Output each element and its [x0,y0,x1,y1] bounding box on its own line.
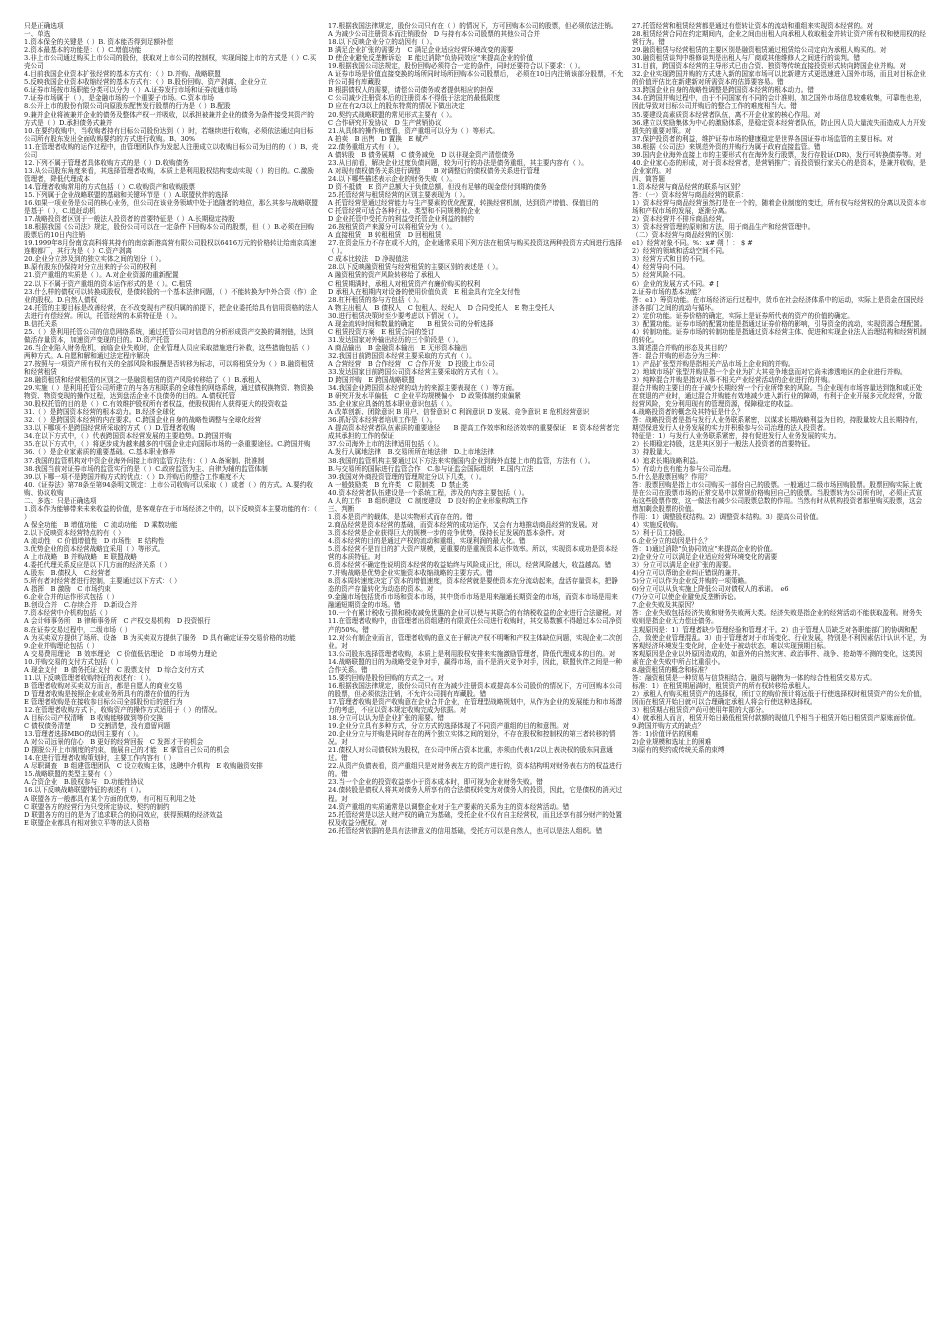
text-line: 3)原有的契约或传统关系的束缚 [632,746,725,755]
text-line: 40.企业家心态的形成，对于资本经营者，是营销推广；而投资银行家关心的是资本，是兼并收购，是企业家的。对 [632,158,927,175]
text-line: 39.我国对外商投资管理的管理规定分以下几类，（ ）。 [328,472,486,481]
text-line: 答：融资租赁是一种贸易与信贷相结合、融资与融物为一体的综合性租赁交易方式。 [632,673,876,682]
text-line: 19.根据我国公司法规定，股份回购必须符合一定的条件，同时还要符合以下要求：（ ）。 [328,62,585,71]
text-line: 11.在管理者收购的运作过程中，由管理团队作为发起人注册成立以收购目标公司为目的的（ ）B、壳公司 [24,142,319,159]
text-line: 四、简答题 [632,174,665,183]
text-line: B.创设合并 C.存续合并 D.新设合并 [24,601,138,610]
text-line: 5）利于员工持股。 [632,528,689,537]
text-line: A 合营经营 B 合作经营 C 合作开发 D 投股上市公司 [328,359,495,368]
text-line: 12.在管理者收购方式下，收购资产的操作方式适用于（ ）的情况。 [24,705,222,714]
text-line: 16.如果一项业务是公司的核心业务，但公司在该业务领域中处于追随者的地位，那么其参与战略联盟是基于（ ），C.追赶动机 [24,199,319,216]
text-line: A 现金支付 B 债务托证支付 C 股票支付 D 综合支付方式 [24,665,204,674]
text-line: 13.公司股东选择管理者收购，本质上是利用股权安排来实施激励管理者，降低代理成本的目的。对 [328,649,616,658]
text-line: 2.以下反映资本经营特点的有（ ） [24,528,125,537]
text-line: 5)分立可以作为企业反并购的一项策略。 [632,577,751,586]
text-line: 1）资本经营与商品经营虽然打是在一个的，随着企业制度的变迁，所有权与经营权的分离以及资本市场和产权市场的发展，逐渐分离。 [632,199,927,216]
text-line: 4.目前我国企业资本扩张经营的基本方式有：（ ）D.并购、战略联盟 [24,70,221,79]
text-line: 23.当一个企业的投资收益率小于资本成本时，即可视为企业财务失败。错 [328,778,543,787]
text-line: 2）承租人有购买租赁资产的选择权，所订立的购价预计将远低于行使选择权时租赁资产的公允价值，因而在租赁开始日就可以合理确定承租人将会行使这种选择权。 [632,689,927,706]
text-line: 7.企业失败及其原因？ [632,601,698,610]
text-line: 29.融资租赁与经营租赁的主要区别是融资租赁通过租赁给公司定向为承租人购买的。对 [632,46,887,55]
text-line: D 联盟各方的目的是为了追求联合的协同效应，获得预期的经济效益 [24,810,223,819]
text-line: 1.资本是资产的载体，是以实物形式而存在的。错 [328,512,473,521]
text-line: 40.《证券法》第78条至第94条明文规定：上市公司收购可以采取（ ）或者（ ）的方式。A.要约收购、协议收购 [24,480,313,497]
text-line: 26.按租赁资产来源分可以将租赁分为（ ）。 [328,223,456,232]
text-line: 8.在证券交易过程中，二级市场（ ） [24,625,132,634]
text-line: 答：1)通过消除"负协同效应"来提高企业的价值。 [632,545,777,554]
text-line: D 承租人在租期内对设备的使用价值负责 E 租金具有完全支付性 [328,287,521,296]
text-line: e1）经营对象不同。%：x# 朔 ！： $ # [632,239,753,248]
text-line: 27.按照与一项资产所有权有关的全部风险和报酬是否转移为标志，可以将租赁分为（ ）B.融资租赁和经营租赁 [24,359,314,377]
text-line: C 公司减少注册资本后的注册资本不得低于法定的最低限度 [328,94,500,103]
text-line: B 满足企业扩张的需要力 C 满足企业适应经营环境改变的需要 [328,46,514,55]
text-line: 15.下列属于企业战略联盟的基础和关键环节是（ ）A.联盟伙伴的选择 [24,190,229,199]
text-line: 35.要建设高素质资本经营者队伍，离不开企业家的核心作用。对 [632,110,821,119]
text-line: 11.在管理者收购中，由管理者出资组建的有限责任公司进行收购时，其交易数额不得超过本公司净资产的50%。错 [328,617,623,634]
text-line: 30.股权托管的目的是（ ）C.有效维护股权所有者权益，使股权拥有人获得更大的投资收益 [24,400,288,409]
text-line: D 管理者收购是按照企业或业务所具有的潜在价值的行为 [24,689,190,698]
text-line: 答：战略投资者是指与发行人业务联系紧密，以谋求长期战略利益为目的，持股量较大且长期持有，期望保进发行人业务发展的实力并积极参与公司治理的法人投资者。 [632,416,923,433]
text-line: 10.在要约收购中，当收购者持有目标公司股份达到（ ）时，若继续进行收购，必须依法通过向目标公司所有股东发出全面收购要约的方式进行收购。B、30% [24,126,314,143]
text-line: 21.资产重组的实质是（ ）。A.对企业资源的重新配置 [24,271,179,280]
column-middle [328,22,624,1334]
text-line: 4)分立可以帮助企业纠正错误的兼并。 [632,569,745,578]
text-line: 4）实施反收购。 [632,520,683,529]
text-line: 2）地域市场扩张型并购是指一个企业为扩大其竞争地盘而对它尚未渗透地区的企业进行并购。 [632,368,907,377]
text-line: 2)企业规模和选址上的困难 [632,738,712,747]
text-line: A 人的工作 B 组织建设 C 制度建设 D 良好的企业形象构筑工作 [328,496,528,505]
text-line: A.发行人属地法律 B.交易所所在地法律 D.上市地法律 [328,448,495,457]
text-line: 34.我国企业跨国资本经营的动力的来源主要表现在（ ）等方面。 [328,384,519,393]
text-line: 14.在进行管理者收购策划时，主要工作内容有（ ） [24,754,176,763]
text-line: 15.要约回购是股份回购的方式之一。对 [328,673,444,682]
text-line: A 融资租赁的资产风险转移给了承租人 [328,271,441,280]
text-line: 7.并购战略是优势企业实施资本收缩战略的主要方式。错 [328,569,493,578]
text-line: A 一般鼓励类 B 允许类 C 限制类 D 禁止类 [328,480,469,489]
text-line: A 对现有债权债务关系进行调整 B 对调整后的债权债务关系进行管理 [328,166,540,175]
text-line: 4）追求长期战略利益。 [632,456,703,465]
text-line: 37.保护投资者的利益，维护证券市场的健康稳定是世界各国证券市场监管的主要目标。对 [632,134,894,143]
text-line: 1.资本作为能够带来未来收益的价值，是客观存在于市场经济之中的，以下反映资本主要功能的有：（ ） [24,504,318,521]
text-line: 6.资本经营不确定性说明资本经营的收益始终与风险成正比，所以，经营风险越大，收益越高。错 [328,561,612,570]
text-line: B 研究开发水平偏低 C 企业平均规模偏小 D 政策体制约束偏紧 [328,392,521,401]
text-line: 39.以下哪一项不是跨国并购方式的优点：（ ）D.并购后的整合工作难度不大 [24,472,245,481]
text-line: D 摆脱公开上市制度的约束，施展自己的才能 E 掌管自己公司的机会 [24,746,230,755]
document-page [24,22,930,1334]
text-line: 4）就承租人而言，租赁开始日最低租赁付款额的现值几乎相当于租赁开始日租赁资产原账面价值。 [632,714,920,723]
text-line: 12.对公有制企业而言，管理者收购的意义在于解决产权不明晰和产权主体缺位问题，实现企业二次创业。对 [328,633,623,650]
text-line: B 根据债权人的需要，请偿公司债务或者提供相应的担保 [328,86,494,95]
text-line: 40.资本经营者队伍建设是一个系统工程，涉及的内容主要包括（ ）。 [328,488,529,497]
text-line: C 租赁期满时，承租人对租赁资产有廉价购买的权利 [328,279,481,288]
text-line: 38.根据《公司法》来规范外资的并购行为属于政府直接监管。错 [632,142,821,151]
text-line: 3）分立可以满足企业扩张的需要。 [632,561,736,570]
text-line: A.合资企业 B.股权参与 D.功能性协议 [24,778,144,787]
text-line: 2.证券市场的基本功能？ [632,287,705,296]
text-line: 18.分立可以认为是企业扩张的需要。错 [328,714,444,723]
text-line: C 租赁投资方案 E 租赁合同的签订 [328,327,435,336]
column-left [24,22,320,1334]
text-line: A 联盟各方一般都具有某个方面的优势，有可相互利用之处 [24,794,196,803]
text-line: 14.战略联盟的目的为战略受竞争对手，赢得市场，而不是消灭竞争对手，因此，联盟伙伴之间是一种合作关系。错 [328,657,623,674]
text-line: 10.一个有累计税收亏损和税收减免优惠的企业可以使与其联合的有纳税收益的企业进行合法避税。对 [328,609,623,618]
column-right [632,22,928,1334]
text-line: 1.资本经营与商品经营的联系与区别？ [632,182,744,191]
text-line: 20.企业分立与并购是同时存在的两个独立实体之间的划分，不存在股权和控制权的第三者转移的情况。对 [328,730,616,747]
text-line: 3.优势企业的资本经营战略宜采用（ ）等形式。 [24,545,165,554]
text-line: 答：企业失败包括经济失败和财务失败两大类。经济失败是指企业的经营活动不能获取盈利。财务失败则是指企业无力偿还债务。 [632,609,923,626]
text-line: 作用：1）调整股权结构。2）调整资本结构。3）提高公司价值。 [632,512,823,521]
text-line: 11.以下反映管理者收购特征的表述有：（ ）。 [24,673,156,682]
text-line: A 交易费用理论 B 效率理论 C 价值低估理论 D 市场势力理论 [24,649,218,658]
text-line: 3.资本经营是企业获得巨大的规模一步的竞争优势，保持长足发展的基本条件。对 [328,528,566,537]
text-line: E 管理者收购是在接收参目标公司全部股份后的进行为 [24,697,183,706]
text-line: 答：股票回购是指上市公司购买一部份自己的股票。一般通过二级市场回购股票。股票回购实际上就是在公司在股票市场的正常交易中以常规价格购回自己的股票。当股票转为公司所有时，必须正式宣布这些股票作废，这一做法有减少公司股票总数的作用。当然有时从机构投资者那里购买股票，这会增加剩余股票的价值。 [632,480,923,513]
text-line: A 保全功能 B 增值功能 C 流动功能 D 乘数功能 [24,520,178,529]
text-line: A 托管经营是通过经营能力与生产要素的优化配置，转换经营机制，达到资产增值、保值目的 [328,199,599,208]
text-line: 2.商品经营是资本经营的基础，而资本经营的成功运作，又会有力地推动商品经营的发展。对 [328,520,599,529]
text-line: 18.以下反映企业分立的动因有（ ）。 [328,38,437,47]
text-line: 9.跨国并购方式的缺点？ [632,722,705,731]
text-line: 特征是：1）与发行人业务联系紧密，持有促进发行人业务发展的实力。 [632,432,841,441]
text-line: 4.委托代理关系反应是以下几方面的经济关系（ ） [24,561,171,570]
text-line: 25.托管经营是以法人财产权的确立为基础，受托企业不仅有自主经营权，而且还享有部分财产的处置权及收益分配权。对 [328,810,623,827]
text-line: 32.（ ）是跨国资本经营的内在要求。C.跨国企业自身的战略性调整与全球化经营 [24,416,262,425]
text-line: 6)分立可以从负实施上降低公司对债权人的承诺。 e6 [632,585,789,594]
text-line: 4.战略投资者的概念及其特征是什么？ [632,408,744,417]
text-line: A 尽职调查 B 组建管理团队 C 设立收购主体，选聘中介机构 E 收购融资安排 [24,762,263,771]
text-line: 36.建立以奖励集体为中心的激励体系，是稳定资本经营者队伍，防止因人员大量流失而造成人力开发损失的重要对策。对 [632,118,927,135]
text-line: A 指挥 B 激励 C 市场约束 [24,585,111,594]
text-line: 38.我国当前对证券市场的监管实行的是（ ）C.政府监管为主、自律为辅的监管体制 [24,464,268,473]
text-line: 10.并购交易的支付方式包括（ ） [24,657,123,666]
text-line: 9.金融市场包括货币市场和资本市场，其中货币市场是用来融通长期资金的市场，而资本市场是用来融通短期资金的市场。错 [328,593,618,610]
text-line: B.原有股东仍保持对分立出来的子公司的权利 [24,263,157,272]
text-line: 标准：1）在租赁期届满时，租赁资产的所有权转移给承租人。 [632,681,815,690]
text-line: 9.企业并购理论包括（ ） [24,641,99,650]
text-line: 21.债权人对公司债权转为股权，在公司中所占资本比重，亦须由代表1/2以上表决权的股东同意通过。错 [328,746,613,763]
text-line: 39.国内企业海外直接上市的主要形式有在海外发行股票，发行存股证(DR)，发行可转换债券等。对 [632,150,922,159]
text-line: 4）经营导向不同。 [632,263,689,272]
text-line: 37.我国的监管机构对中资企业海外间接上市的监管方法有：（ ）A.备案制、批准制 [24,456,265,465]
text-line: 5）有动力也有能力参与公司治理。 [632,464,736,473]
text-line: 只是正确选项 [24,22,64,30]
text-line: 5）经营风险不同。 [632,271,689,280]
text-line: 17.根据我国法律规定，股份公司只有在（ ）的情况下，方可回购本公司的股票，但必须依法注销。 [328,22,618,30]
text-line: A 债转股 B 债务展期 C 债务减免 D 以非现金资产清偿债务 [328,150,515,159]
text-line: 30.进行租赁决策时至少要考虑以下情况（ ）。 [328,311,463,320]
text-line: 3）租赁期占租赁资产尚可使用年限的大部分。 [632,705,769,714]
text-line: 21.从具体的操作角度看，资产重组可以分为（ ）等形式。 [328,126,499,135]
text-line: 混合并购的主要目的在于减少长期经营一个行业所带来的风险。当企业现有市场容量达到饱和或正处在衰退的产业时，通过混合并购能有效地减少进入新行业的障碍，有利于企业开展多元化经营，分散经营风险，充分利用现有的管理资源，保障稳定的收益。 [632,384,923,409]
text-line: 17.管理者收购是资产收购意在企业合并企业，在管理型战略规划中，从作为企业的发展能力和市场潜力的考虑，不应以资本规定收购完成为依据。对 [328,697,623,714]
text-line: 3.非上市公司通过购买上市公司的股份，获取对上市公司的控制权，实现间接上市的方式是（ ）C.买壳公司 [24,54,317,71]
text-line: 37.公司海外上市的法律适用包括（ ）。 [328,440,443,449]
text-line: 5.反映我国企业资本收缩经营的基本方式有：（ ）B.股份回购、资产剥离、企业分立 [24,78,267,87]
text-line: 4.资本经营的目的是通过产权的流动和重组，实现利润的最大化。错 [328,537,526,545]
text-line: 28.融资租赁和经营租赁的区别之一是融资租赁的资产风险转移给了（ ）B.承租人 [24,376,262,385]
text-line: 答：1)价值评估的困难 [632,730,699,739]
text-line: C 债权债务清楚 D 交割清楚，没有遗留问题 [24,722,171,731]
text-line: A 现金流转时间和数量的确定 B 租赁公司的分析选择 [328,319,494,328]
text-line: 一、单选 [24,30,51,39]
text-line: 28.租赁经营合同在约定期间内，企业之间由出租人向承租人收取租金并转让资产所有权和使用权的经营行为。错 [632,30,927,47]
text-line: 3.简述混合并购的形态及其目的？ [632,343,731,352]
text-line: 32.企业实现跨国并购的方式进入新的国家市场可以比新建方式更迅速进入国外市场，而且对目标企业的价值评估比在新建新对所需资本的估算要容易。错 [632,70,927,87]
text-line: 26.托管经营依据的是具有法律意义的信用基础，受托方可以是自然人，也可以是法人组织。错 [328,826,603,835]
text-line: D 资不抵债 E 资产总额大于负债总额，但没有足够的现金偿付到期的债务 [328,182,547,191]
text-line: 18.根据我国《公司法》规定，股份公司可以在一定条件下回购本公司的股票，但（ ）B.必须在回购股票后的10日内注销 [24,223,314,240]
text-line: 二、多选：只是正确选项 [24,496,97,505]
text-line: A 为减少公司注册资本而注销股份 D 与持有本公司股票的其他公司合并 [328,30,541,39]
text-line: 6.证券市场按市场职能分类可以分为（ ）A.证券发行市场和证券流通市场 [24,86,238,95]
text-line: D 应在有2/3以上的股东特赏的情况下做出决定 [328,102,465,111]
text-line: 32.我国目前跨国资本经营主要采取的方式有（ ）。 [328,351,476,360]
text-line: 20.企业分立涉及到的独立实体之间的划分（ ）。 [24,255,166,264]
text-line: A 改革创新、团除意识 B 用户、信誉意识 C 利润意识 D 发展、竞争意识 E 危机经营意识 [328,408,590,417]
text-line: 36.抓好资本经营者培训工作是（ ）。 [328,416,437,425]
text-line: 33.以下哪项不是跨国经营所采取的方式（ ）D.管理者收购 [24,424,196,433]
text-line: 23.什么样的债权可以转换成股权，是债转股的一个基本法律问题，（ ）不能转换为中外合资（作）企业的股权。D.自然人债权 [24,287,317,304]
text-line: E 联盟企业都具有相对独立平等的法人资格 [24,818,150,827]
text-line: C 托管经营可适合各种行业、类型和不同规模的企业 [328,207,481,216]
text-line: （二）资本经营与商品经营的区别： [632,231,738,240]
text-line: A 物主出租人 B 债权人 C 包租人、经纪人 D 合同受托人 E 物主受托人 [328,303,555,312]
text-line: A 流动性 C 价值增值性 D 市场性 E 结构性 [24,537,165,545]
text-line: 13.从公司股东角度来看，其选择管理者收购，本质上是利用股权结构变动实现（ ）的目的。C.激励管理者，降低代理成本 [24,166,314,183]
text-line: A 证券市场是价值直接变换的场所同时场所回购本公司股票后， 必须在10日内注销该部分股票，不允许公司拥有库藏股 [328,70,624,87]
text-line: 31.发达国家对外输出经历的三个阶段是（ ）。 [328,335,463,344]
text-line: A 拍卖 B 出售 D 置换 E 赋产 [328,134,429,143]
text-line: 三、判断 [328,504,355,513]
text-line: 7.证券市场属于（ ），是金融市场的一个重要子市场。C.资本市场 [24,94,215,103]
text-line: D 使企业避免反垄断诉讼 E 能过消除"负协同效应"来提高企业的价值 [328,54,533,63]
text-line: 6.企业分立的动因是什么？ [632,537,711,545]
text-line: 19.企业分立具有多种方式，分立方式的选择体现了不同资产重组的目的和意图。对 [328,722,570,731]
text-line: A 上市战略 B 并购战略 E 联盟战略 [24,553,138,562]
text-line: B 管理者收购对买卖双方而言，都是自愿人的商业交易 [24,681,183,690]
text-line: 12.下列不属于管理者具体收购方式的是（ ）D.收购债务 [24,158,189,167]
text-line: 4）转制功能。证券市场的转制功能是指通过资本经营主体、促进和实现企业法人治理结构和经营机制的转化。 [632,327,927,344]
text-line: 主观原因是：1）管理者缺少管理经验和管理才干。2）由于管理人员缺乏对各职能部门的协调和配合，致使企业管理混乱。3）由于管理者对于市场变化、行业发展，特别是不利因素估计认识不足，为客观经济环境发生变化时，企业处于被动状态，难以实现预期目标。 [632,625,927,650]
text-line: C 成本比较法 D 净现值法 [328,255,409,264]
text-line: 16.根据我国法律规定，股份公司只有在为减少注册资本或提高本公司股价的情况下，方可回购本公司的股票，但必须依法注销，不允许公司拥有库藏股。错 [328,681,623,698]
text-line: 7.资本经营中介机构包括（ ） [24,609,112,618]
text-line: 3）经营方式和目的不同。 [632,255,709,264]
text-line: 2)企业分立可以满足企业适应经营环境变化的需要 [632,553,778,562]
text-line: 8.资本周转速度决定了资本的增值速度，资本经营就是要使资本充分流动起来，盘活存量资本，把静态的资产存量转化为动态的资本。对 [328,577,618,594]
text-line: 15.战略联盟的类型主要有（ ） [24,770,116,779]
text-line: B.信托关系 [24,319,58,328]
text-line: D 跨国并购 E 跨国战略联盟 [328,376,415,385]
text-line: 答：（一）资本经营与商品经营的联系： [632,190,748,199]
text-line: 34.在以下方式中，（ ）代表跨国资本经营发展的主要趋势。D.跨国并购 [24,432,232,441]
text-line: 8.融资租赁的概念和标准？ [632,665,711,674]
text-line: 23.从目前看，解决企业过度负债问题，较为可行的办法是债务重组，其主要内容有（ ）。 [328,158,588,167]
text-line: 27.在资金压力不存在或不大的，企业通常采用下列方法在租赁与购买投资这两种投资方式间进行选择（ ）。 [328,239,623,256]
text-line: 2）经营的领域和活动空间不同。 [632,247,729,256]
text-line: 22.从资产负债表看，资产重组只是对财务表左方的资产进行的，资本结构明对财务表右方的权益进行的。错 [328,762,623,779]
text-line: A 商品输出 B 金融资本输出 E 无形资本输出 [328,343,468,352]
text-line: 14.管理者收购常用的方式包括（ ）C.收购资产和收购股票 [24,182,196,191]
text-line: 6.企业合并的运作形式包括（ ） [24,593,119,602]
text-line: 22.以下不属于资产重组的资本运作形式的是（ ）。C.租赁 [24,279,192,288]
text-line: 16.以下反映战略联盟特征的表述有（ ）。 [24,786,146,795]
text-line: A.股东 B.债权人 C.经营者 [24,569,111,578]
text-line: 27.托管经营和租赁经营都是通过有偿转让资本的流动和重组来实现资本经营的。对 [632,22,874,30]
text-line: 31.目前，跨国资本经营的主导形式已由合资、独资等传统直接投资形式转向跨国企业并购。对 [632,62,907,71]
text-line: 答：e1）筹资功能。在市场经济运行过程中，货币在社会经济体系中的运动，实际上是资金在国民经济各部门之间的流动与循环。 [632,295,924,312]
text-line: A 对公司远景的信心 B 更好的经营回报 C 发挥才干的机会 [24,738,204,747]
text-line: 33.发达国家目前跨国公司资本经营主要采取的方式有（ ）。 [328,368,503,377]
text-line: 25.托管经营与租赁经营的区别主要表现为（ ）。 [328,190,470,199]
text-line: A 提高资本经营者队伍素质的重要途径 B 提高工作效率和经济效率的重要保证 E 资本经营者完成其承担的工作的保证 [328,424,620,441]
text-line: 2）资本经营并不排斥商品经营。 [632,215,729,224]
text-line: 30.融资租赁谈判中维修谈判是出租人与厂商或其他维修人之间进行的谈判。错 [632,54,861,63]
text-line: 24.债转股是债权人将其对债务人所享有的合法债权转变为对债务人的投资，因此，它是债权的消灭过程。对 [328,786,623,803]
text-line: A 为买卖双方提供了场所、设备 B 为买卖双方提供了服务 D 具有确定证券交易价格的功能 [24,633,296,642]
text-line: 24.以下哪些描述表示企业的财务失败（ ）。 [328,174,456,183]
text-line: 31.（ ）是跨国资本经营的根本动力。B.经济全球化 [24,408,176,417]
text-line: 19.1999年8月份南京高科将其持有的南京新港高营有限公司股权以6416万元的价格转让给南京高速连粮都厂，其行为是（ ）C.资产剥离 [24,239,317,256]
text-line: 22.债务重组方式有（ ）。 [328,142,404,151]
text-line: 2）定价功能。证券价格的确定，实际上是证券所代表的资产的价值的确定。 [632,311,854,320]
text-line: 3）配置功能。证券市场的配置功能是指通过证券价格的影响，引导资金的流动，实现资源合理配置。 [632,319,927,328]
text-line: 2.资本最基本的功能是：（ ）C.增值功能 [24,46,142,55]
text-line: 24.托管的主要目标是改善经营，在不改变现有产权归属的前提下，把企业委托给具有信用资格的法人去进行有偿经营。所以，托管经营的本质特征是（ ）。 [24,303,319,320]
text-line: 1）产品扩张型并购是指相关产品市场上企业间的并购。 [632,359,795,368]
text-line: B.与交易所的国际进行监管合作 C.参与证监会国际组织 E.国内立法 [328,464,534,473]
text-line: 5.所有者对经营者进行控制，主要通过以下方式：（ ） [24,577,181,586]
text-line: 35.企业家应具备的基本职业意识包括（ ）。 [328,400,456,409]
text-line: 20.契约式战略联盟的常见形式主要有（ ）。 [328,110,456,119]
text-line: 3）资本经营管理的原则和方法，用于商品生产和经营管理中。 [632,223,815,232]
text-line: C 联盟各方的经营行为只受所定协议、契约的制约 [24,802,170,811]
text-line: 25.（ ）是利用托管公司的信息网络系统，通过托管公司对信息的分析形成资产交换的调剂链，达到做活存量资本，加速资产变现的目的。D.资产托管 [24,327,314,344]
text-line: 5.什么是股票回购？作用？ [632,472,711,481]
text-line: 34.在跨国并购过程中，由于不同国家有不同的会计准则，加之国外市场信息较难收集，可靠性也差，因此导致对目标公司并购后的整合工作的难度相当大。错 [632,94,927,111]
text-line: 3）纯粹混合并购是指对从事不相关产业经营活动的企业进行的并购。 [632,376,835,385]
text-line: 35.在以下方式中，（ ）将逐步成为越来越多的中国企业走向国际市场的一条重要途径。C.跨国并购 [24,440,311,449]
text-line: 客观原因是企业以外原因造成的，如意外的自然灾害、政治事件、战争、抢劫等不测的变化，这类因素在企业失败中所占比重很小。 [632,649,923,666]
text-line: D 企业托管中受托方的利益受托管企业利益的制约 [328,215,474,224]
text-line: 28.以下反映融资租赁与经营租赁的主要区别的表述是（ ）。 [328,263,503,272]
text-line: 33.跨国企业自身的战略性调整是跨国资本经营的根本动力。错 [632,86,814,95]
text-line: 17.战略投资者区别于一般法人投资者的首要特征是（ ）A.长期稳定持股 [24,215,235,224]
text-line: A 直接租赁 B 转租租赁 D 回租租赁 [328,231,442,240]
text-line: 36.（ ）是企业家素质的重要基础。C.基本职业修养 [24,448,176,457]
text-line: 2）长期稳定持股，这是其区别于一般法人投资者的首要特征。 [632,440,815,449]
text-line: 6）企业的发展方式不同。# [ [632,279,719,288]
text-line: 8.公开上市的股份有限公司向原股东配售发行股票的行为是（ ）B.配股 [24,102,231,111]
text-line: 38.我国的监管机构主要通过以下方法来实施国内企业到海外直接上市的监管，方法有（ ）。 [328,456,595,465]
text-line: 1.资本保全的关键是（ ）B. 资本能否得到足额补偿 [24,38,174,47]
text-line: 3）持股量大。 [632,448,676,457]
text-line: 24.资产重组的实质通常是以调整企业对于生产要素的关系为主的资本经营活动。错 [328,802,570,811]
text-line: 9.兼并企业将被兼并企业的债务及整体产权一并吸收，以承担被兼并企业的债务为条件接受其资产的方式是（ ）D.承担债务式兼并 [24,110,314,127]
text-line: 13.管理者选择MBO的动因主要有（ ）。 [24,730,143,739]
text-line: A 会计师事务所 B 律师事务所 C 产权交易机构 D 投资银行 [24,617,211,626]
text-line: 5.资本经营不是盲目的扩大资产规模，更重要的是重视资本运作效率。所以，实现资本成功是资本经营的本质特征。对 [328,545,618,562]
text-line: (7)分立可以使企业避免反垄断诉讼。 [632,593,741,602]
text-line: C 合作研究开发协议 D 生产营销协议 [328,118,442,127]
text-line: 29.实施（ ）是利用托管公司所建立的与各方相联系的全球性的网络系统，通过债权换物资、物资换物资、物资变现的操作过程，达到盘活企业不良债务的目的。A.债权托管 [24,384,314,401]
text-line: 28.杠杆租赁的参与方包括（ ）。 [328,295,424,304]
text-line: A 目标公司产权清晰 B 收购能够做到等价交换 [24,714,164,723]
text-line: 答：混合并购的形态分为三种： [632,351,725,360]
text-line: 26.当企业陷入财务危机，面临企业失败时，企业管理人员应采取措施进行补救，这些措施包括（ ）两种方式。A.自愿和解和通过法定程序解决 [24,343,314,360]
